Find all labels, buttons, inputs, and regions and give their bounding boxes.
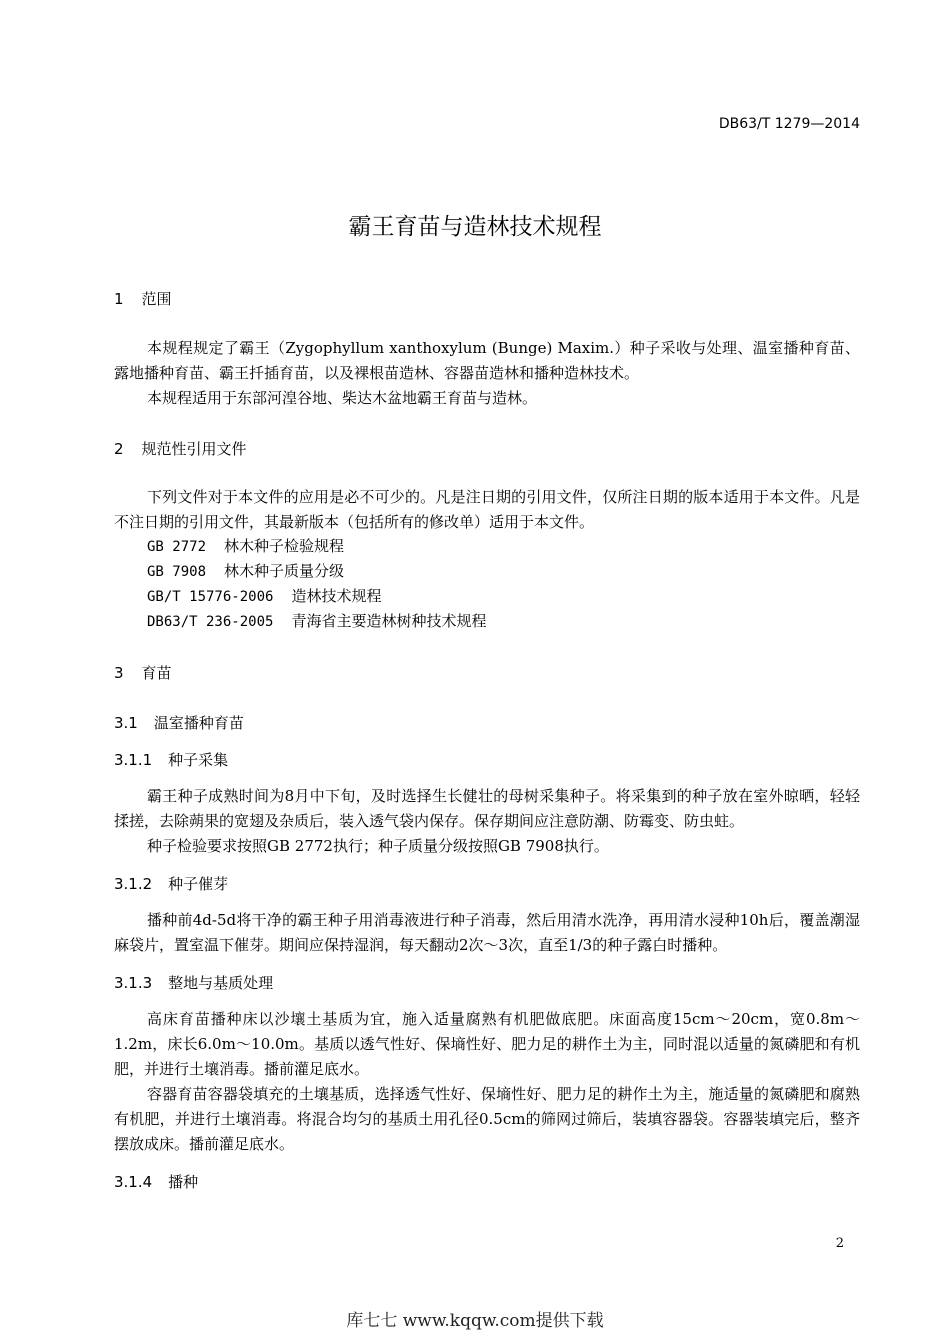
section-3-1-1-para-1: 霸王种子成熟时间为8月中下旬，及时选择生长健壮的母树采集种子。将采集到的种子放在室外晾晒，轻轻揉搓，去除蒴果的宽翅及杂质后，装入透气袋内保存。保存期间应注意防潮、防霉变、防虫蛀。 [114,787,860,830]
section-number: 3.1.4 [114,1173,153,1191]
section-3-heading [114,662,172,683]
section-title: 播种 [168,1173,199,1191]
reference-item [147,560,344,581]
section-3-1-1-heading [114,749,228,770]
reference-code: DB63/T 236-2005 [147,614,274,630]
download-watermark: 库七七 www.kqqw.com提供下载 [346,1311,604,1331]
section-title: 整地与基质处理 [168,974,274,992]
section-title: 育苗 [141,664,172,682]
reference-item [147,610,486,631]
reference-item [147,585,381,606]
reference-name: 青海省主要造林树种技术规程 [291,612,487,630]
section-3-1-1-para-2: 种子检验要求按照GB 2772执行；种子质量分级按照GB 7908执行。 [147,837,609,855]
reference-code: GB 7908 [147,564,207,580]
section-title: 种子催芽 [168,875,229,893]
document-title: 霸王育苗与造林技术规程 [348,214,602,240]
page-number: 2 [835,1236,844,1251]
section-number: 3.1.3 [114,974,153,992]
section-3-1-heading [114,712,244,733]
section-3-1-4-heading [114,1171,198,1192]
section-2-para-1: 下列文件对于本文件的应用是必不可少的。凡是注日期的引用文件，仅所注日期的版本适用于本文件。凡是不注日期的引用文件，其最新版本（包括所有的修改单）适用于本文件。 [114,488,860,531]
section-3-1-3-para-1: 高床育苗播种床以沙壤土基质为宜，施入适量腐熟有机肥做底肥。床面高度15cm～20cm，宽0.8m～1.2m，床长6.0m～10.0m。基质以透气性好、保墒性好、肥力足的耕作土为主，同时混以适量的氮磷肥和有机肥，并进行土壤消毒。播前灌足底水。 [114,1010,860,1078]
section-title: 规范性引用文件 [141,440,247,458]
section-number: 3 [114,664,124,682]
reference-name: 林木种子质量分级 [224,562,345,580]
standard-number: DB63/T 1279—2014 [718,116,860,132]
section-3-1-3-para-2: 容器育苗容器袋填充的土壤基质，选择透气性好、保墒性好、肥力足的耕作土为主，施适量的氮磷肥和腐熟有机肥，并进行土壤消毒。将混合均匀的基质土用孔径0.5cm的筛网过筛后，装填容器袋。容器装填完后，整齐摆放成床。播前灌足底水。 [114,1085,860,1153]
section-number: 2 [114,440,124,458]
section-number: 3.1 [114,714,138,732]
section-3-1-2-para-1: 播种前4d-5d将干净的霸王种子用消毒液进行种子消毒，然后用清水洗净，再用清水浸种10h后，覆盖潮湿麻袋片，置室温下催芽。期间应保持湿润，每天翻动2次～3次，直至1/3的种子露白时播种。 [114,911,860,954]
section-2-heading [114,438,247,459]
section-3-1-2-heading [114,873,228,894]
reference-code: GB/T 15776-2006 [147,589,274,605]
reference-item [147,535,344,556]
section-1-para-2: 本规程适用于东部河湟谷地、柴达木盆地霸王育苗与造林。 [147,389,538,407]
section-title: 范围 [141,290,172,308]
reference-name: 林木种子检验规程 [224,537,345,555]
section-3-1-3-heading [114,972,273,993]
reference-code: GB 2772 [147,539,207,555]
section-1-heading [114,288,172,309]
section-1-para-1: 本规程规定了霸王（Zygophyllum xanthoxylum (Bunge) Maxim.）种子采收与处理、温室播种育苗、露地播种育苗、霸王扦插育苗，以及裸根苗造林、容器苗造林和播种造林技术。 [114,339,860,382]
section-number: 3.1.1 [114,751,153,769]
section-number: 1 [114,290,124,308]
section-title: 温室播种育苗 [153,714,244,732]
section-number: 3.1.2 [114,875,153,893]
reference-name: 造林技术规程 [291,587,382,605]
section-title: 种子采集 [168,751,229,769]
